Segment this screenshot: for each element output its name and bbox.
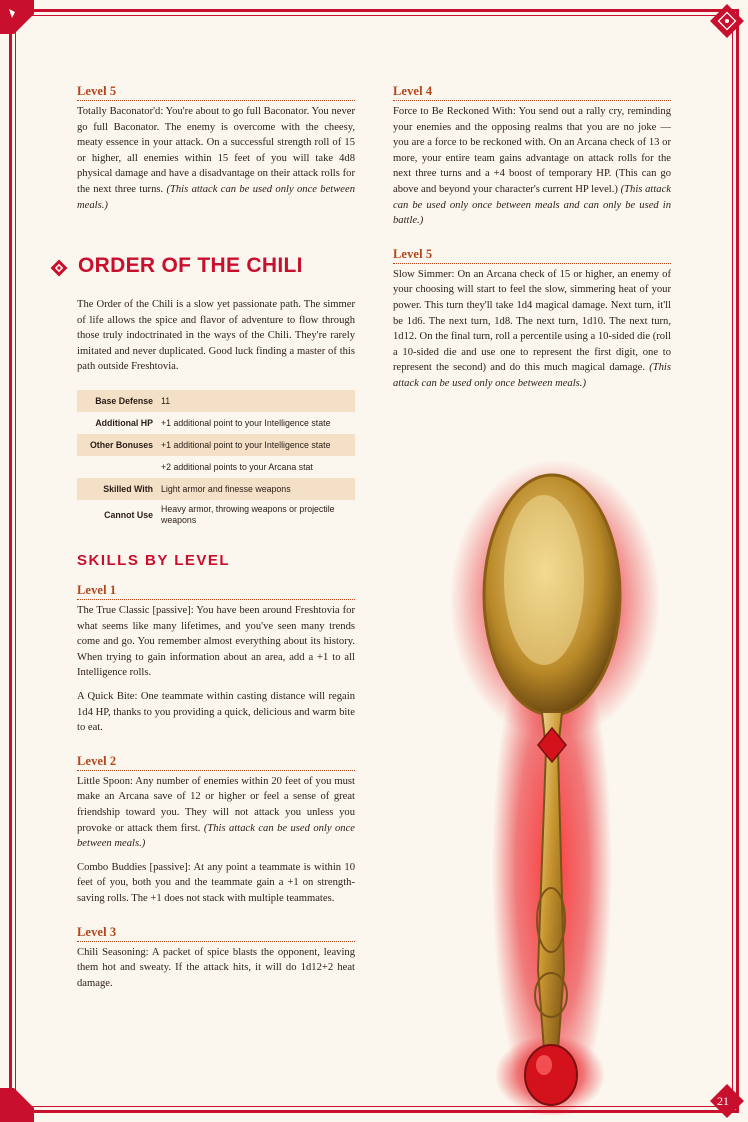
stats-table	[77, 390, 355, 530]
corner-ornament-icon	[0, 1088, 34, 1122]
section-heading	[48, 254, 368, 284]
ability-note: (This attack can be used only once between meals.)	[77, 183, 355, 211]
section-intro: The Order of the Chili is a slow yet passionate path. The simmer of life allows the spice and flavor of adventure to flow through those truly indoctrinated in the ways of the Chili. They're rarely imitated and never duplicated. Good luck finding a master of this path outside Freshtovia.	[77, 299, 355, 373]
ability-text: A Quick Bite: One teammate within casting distance will regain 1d4 HP, thanks to you providing a quick, delicious and warm bite to eat.	[77, 690, 355, 734]
section-title: ORDER OF THE CHILI	[78, 254, 303, 277]
skills-body	[77, 583, 355, 999]
stat-key	[77, 456, 157, 478]
ability-text: The True Classic [passive]: You have been around Freshtovia for what seems like many lifetimes, and you've seen many trends come and go. You remember almost everything about its history. When trying to gain information about an area, add a +1 to all Intelligence rolls.	[77, 605, 355, 679]
level-heading: Level 5	[77, 84, 355, 101]
ability-text	[77, 104, 355, 213]
stat-key: Additional HP	[95, 418, 153, 428]
stat-key: Other Bonuses	[77, 434, 157, 456]
diamond-bullet-icon	[50, 259, 68, 277]
corner-ornament-icon	[0, 0, 34, 34]
stat-value: +1 additional point to your Intelligence state	[157, 434, 355, 456]
stat-value: +2 additional points to your Arcana stat	[161, 462, 313, 472]
table-row	[77, 500, 355, 530]
ability-text	[393, 104, 671, 229]
ability-text: Combo Buddies [passive]: At any point a teammate is within 10 feet of you, both you and the teammate gain a +1 on strength-saving rolls. The +1 does not stack with multiple teammates.	[77, 861, 355, 904]
table-row	[77, 456, 355, 478]
table-row	[77, 412, 355, 434]
ability-desc: Slow Simmer: On an Arcana check of 15 or higher, an enemy of your choosing will start to feel the slow, simmering heat of your power. This turn they'll take 1d4 magical damage. Next turn, it'll be 1d6. The next turn, 1d8. The next turn, 1d10. The next turn, 1d12. On the final turn, roll a percentile using a 10-sided die (roll a 10-sided die and use one to represent the first digit, one to represent the second) and do this much magical damage.	[393, 268, 671, 374]
ability-note: (This attack can be used only once between meals.)	[393, 362, 671, 389]
level-heading: Level 2	[77, 754, 355, 771]
left-top-block	[77, 84, 355, 221]
table-row	[77, 390, 355, 412]
right-column	[393, 84, 671, 400]
level-heading: Level 1	[77, 583, 355, 600]
ability-note: (This attack can be used only once between meals and can only be used in battle.)	[393, 183, 671, 227]
level-heading: Level 3	[77, 925, 355, 942]
section-intro-block	[77, 297, 355, 383]
ability-text	[77, 774, 355, 852]
page-number: 21	[717, 1094, 729, 1108]
ability-desc: Force to Be Reckoned With: You send out a rally cry, reminding your enemies and the opposing realms that you are no joke — you are a force to be reckoned with. On an Arcana check of 13 or more, your entire team gains advantage on attack rolls for the next three turns and a +4 boost of temporary HP. (This can go above and beyond your character's current HP level.)	[393, 106, 671, 195]
stat-value: +1 additional point to your Intelligence state	[161, 418, 331, 428]
stat-key: Cannot Use	[104, 510, 153, 520]
stat-key: Skilled With	[77, 478, 157, 500]
stat-value: Light armor and finesse weapons	[157, 478, 355, 500]
ability-desc: Totally Baconator'd: You're about to go full Baconator. You never go full Baconator. The enemy is overcome with the cheesy, meaty essence in your attack. On a successful strength roll of 15 or higher, all enemies within 15 feet of you will take 4d8 physical damage and have a disadvantage on their attack rolls for the next three turns.	[77, 106, 355, 195]
level-heading: Level 5	[393, 247, 671, 264]
skills-heading: SKILLS BY LEVEL	[77, 552, 231, 569]
stat-value: Heavy armor, throwing weapons or projectile weapons	[161, 504, 335, 525]
corner-ornament-icon	[710, 4, 744, 38]
spoon-illustration	[440, 450, 670, 1115]
ability-desc: Little Spoon: Any number of enemies within 20 feet of you must make an Arcana save of 12 or higher or feel a sense of great friendship toward you. They will not attack you unless you provoke or attack them first.	[77, 775, 355, 834]
level-heading: Level 4	[393, 84, 671, 101]
stat-value: 11	[157, 390, 355, 412]
ability-text	[393, 267, 671, 392]
ability-note: (This attack can be used only once between meals.)	[77, 822, 355, 850]
table-row	[77, 434, 355, 456]
stat-key: Base Defense	[77, 390, 157, 412]
table-row	[77, 478, 355, 500]
ability-text: Chili Seasoning: A packet of spice blasts the opponent, leaving them hot and sweaty. If the attack hits, it will do 1d12+2 heat damage.	[77, 946, 355, 989]
